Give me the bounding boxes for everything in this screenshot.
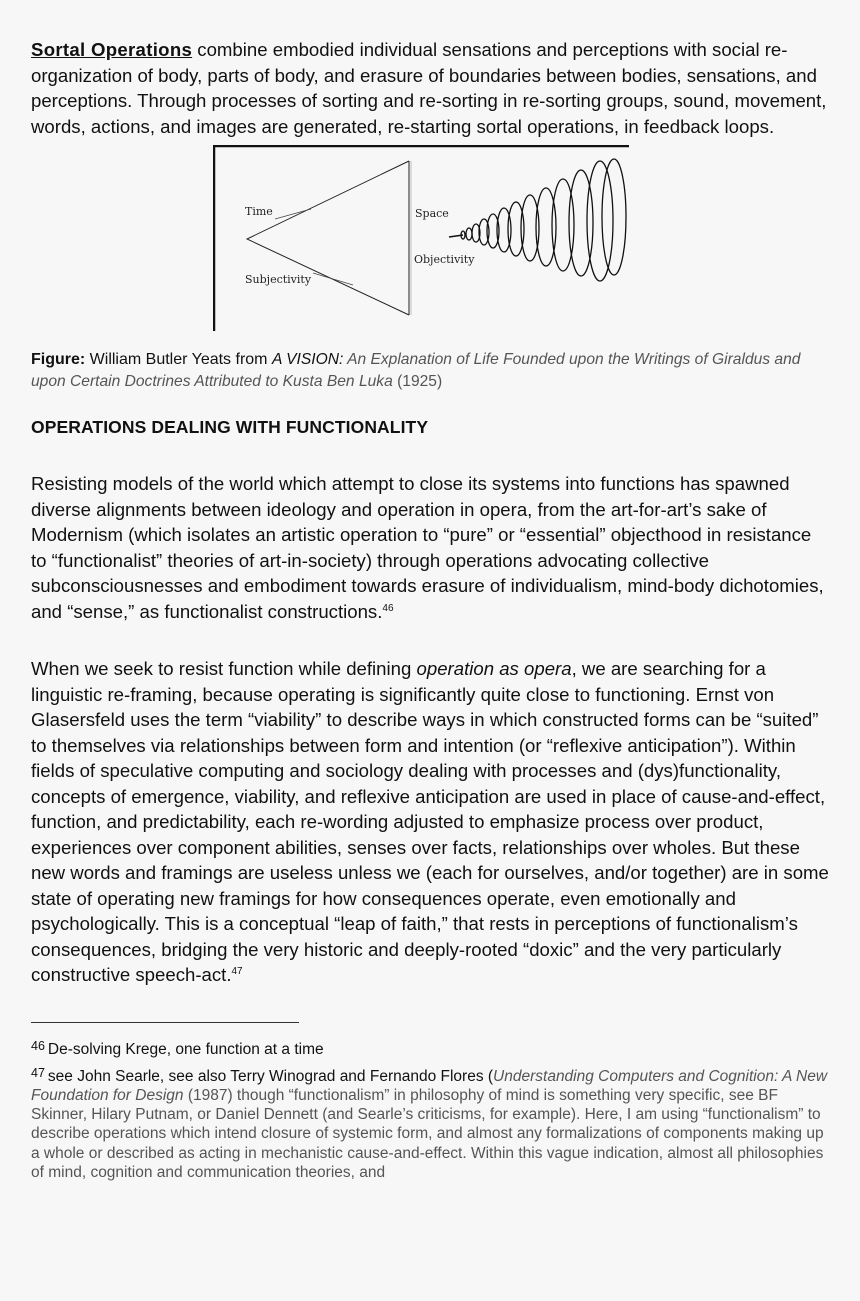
footnote-47-lead: see John Searle, see also Terry Winograd and Fernando Flores ( [47,1067,494,1085]
caption-title-main: A VISION: [271,351,344,368]
para2-text-before: When we seek to resist function while defining [31,658,417,679]
figure-label-subjectivity: Subjectivity [245,273,312,286]
footnote-divider [31,1022,299,1023]
intro-text: combine embodied individual sensations and perceptions with social re-organization of body, parts of body, and erasure of boundaries between bodies, sensations, and perceptions. Through processes of sorting and re-sorting in re-sorting groups, sound, movement, words, actions, and images are generated, re-starting sortal operations, in feedback loops. [31,39,827,137]
footnote-47-rest: (1987) though “functionalism” in philosophy of mind is something very specific, see BF Skinner, Hilary Putnam, or Daniel Dennett (and Searle’s criticisms, for example). Here, I am using “functionalism” to describe operations which intend closure of systemic form, and almost any formalizations of components making up a whole or described as acting in mechanistic cause-and-effect. Within this vague indication, almost all philosophies of mind, cognition and communication theories, and [31,1086,824,1181]
footnote-47 [31,1064,830,1182]
caption-author: William Butler Yeats from [85,351,272,368]
para2-text-after: , we are searching for a linguistic re-framing, because operating is significantly quite close to functioning. Ernst von Glasersfeld uses the term “viability” to describe ways in which constructed forms can be “suited” to themselves via relationships between form and intention (or “reflexive anticipation”). Within fields of speculative computing and sociology dealing with processes and (dys)functionality, concepts of emergence, viability, and reflexive anticipation are used in place of cause-and-effect, function, and predictability, each re-wording adjusted to emphasize process over product, experiences over component abilities, senses over facts, relationships over wholes. But these new words and framings are useless unless we (each for ourselves, and/or together) are in some state of operating new framings for how consequences operate, even emotionally and psychologically. This is a conceptual “leap of faith,” that rests in perceptions of functionalism’s consequences, bridging the very historic and deeply-rooted “doxic” and the very particularly constructive speech-act. [31,658,829,985]
footnote-ref-46[interactable]: 46 [382,602,394,614]
yeats-figure [213,145,629,331]
footnote-ref-47[interactable]: 47 [231,965,243,977]
intro-paragraph [31,37,830,139]
caption-tag: Figure: [31,351,86,368]
figure-label-space: Space [415,207,449,220]
figure-caption [31,349,830,392]
para1-text: Resisting models of the world which attempt to close its systems into functions has spawned diverse alignments between ideology and operation in opera, from the art-for-art’s sake of Modernism (which isolates an artistic operation to “pure” or “essential” objecthood in resistance to “functionalist” theories of art-in-society) through operations advocating collective subconsciousnesses and embodiment towards erasure of individualism, mind-body dichotomies, and “sense,” as functionalist constructions. [31,473,824,622]
functionality-paragraph-1 [31,471,830,624]
figure-label-objectivity: Objectivity [414,253,475,266]
yeats-diagram [213,145,629,331]
section-heading: OPERATIONS DEALING WITH FUNCTIONALITY [31,417,429,437]
footnote-47-citation: Understanding Computers and Cognition: A New Foundation for Design [31,1067,828,1104]
footnote-47-number: 47 [31,1065,45,1080]
caption-title-subtitle: An Explanation of Life Founded upon the Writings of Giraldus and upon Certain Doctrines Attributed to Kusta Ben Luka [31,351,801,390]
caption-year: (1925) [392,372,443,390]
figure-label-time: Time [245,205,273,218]
footnote-46-text: De-solving Krege, one function at a time [47,1040,324,1058]
footnote-46-number: 46 [31,1038,45,1053]
sortal-operations-term: Sortal Operations [31,39,193,60]
footnote-46 [31,1037,830,1059]
para2-italic-phrase: operation as opera [416,658,572,679]
functionality-paragraph-2 [31,656,830,988]
